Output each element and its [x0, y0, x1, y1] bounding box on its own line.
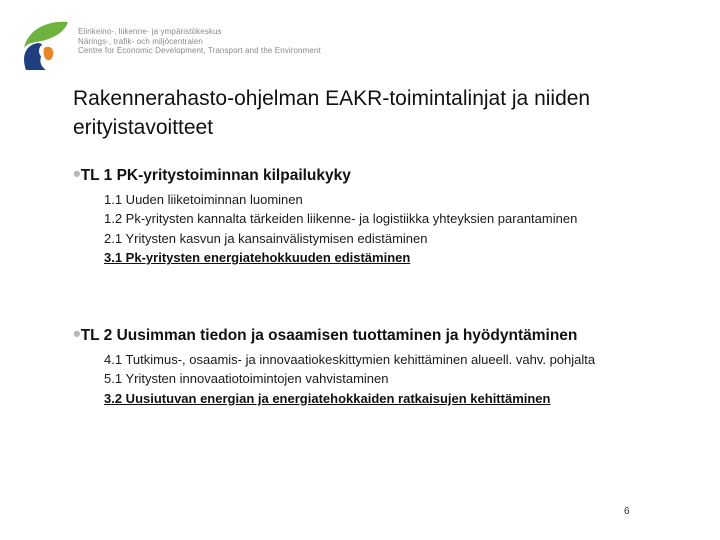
slide-title: Rakennerahasto-ohjelman EAKR-toimintalinjat ja niiden erityistavoitteet: [73, 87, 591, 139]
list-item-highlighted: 3.2 Uusiutuvan energian ja energiatehokkaiden ratkaisujen kehittäminen: [104, 390, 551, 406]
list-item: 5.1 Yritysten innovaatiotoimintojen vahvistaminen: [104, 371, 389, 387]
org-line-swedish: Närings-, trafik- och miljöcentralen: [78, 36, 203, 46]
section-heading-text: TL 1 PK-yritystoiminnan kilpailukyky: [80, 167, 351, 184]
list-item: 4.1 Tutkimus-, osaamis- ja innovaatiokeskittymien kehittäminen alueell. vahv. pohjalta: [104, 352, 596, 367]
organization-name: [78, 27, 321, 56]
ely-centre-logo: [20, 18, 72, 72]
section-heading-text: TL 2 Uusimman tiedon ja osaamisen tuottaminen ja hyödyntäminen: [80, 327, 578, 344]
section-items: [104, 190, 693, 268]
list-item-highlighted: 3.1 Pk-yritysten energiatehokkuuden edistäminen: [104, 250, 411, 266]
list-item: 1.2 Pk-yritysten kannalta tärkeiden liikenne- ja logistiikka yhteyksien parantaminen: [104, 211, 578, 227]
org-line-english: Centre for Economic Development, Transport and the Environment: [78, 46, 321, 56]
list-item: 2.1 Yritysten kasvun ja kansainvälistymisen edistäminen: [104, 230, 428, 246]
section-items: [104, 350, 693, 408]
section-heading: [73, 161, 693, 186]
section-tl2: [73, 321, 693, 408]
bullet-icon: •: [73, 161, 81, 186]
list-item: 1.1 Uuden liiketoiminnan luominen: [104, 192, 303, 207]
org-line-finnish: Elinkeino-, liikenne- ja ympäristökeskus: [78, 27, 222, 36]
page-number: 6: [624, 506, 630, 517]
section-tl1: [73, 161, 693, 268]
bullet-icon: •: [73, 321, 81, 346]
section-heading: [73, 321, 693, 346]
